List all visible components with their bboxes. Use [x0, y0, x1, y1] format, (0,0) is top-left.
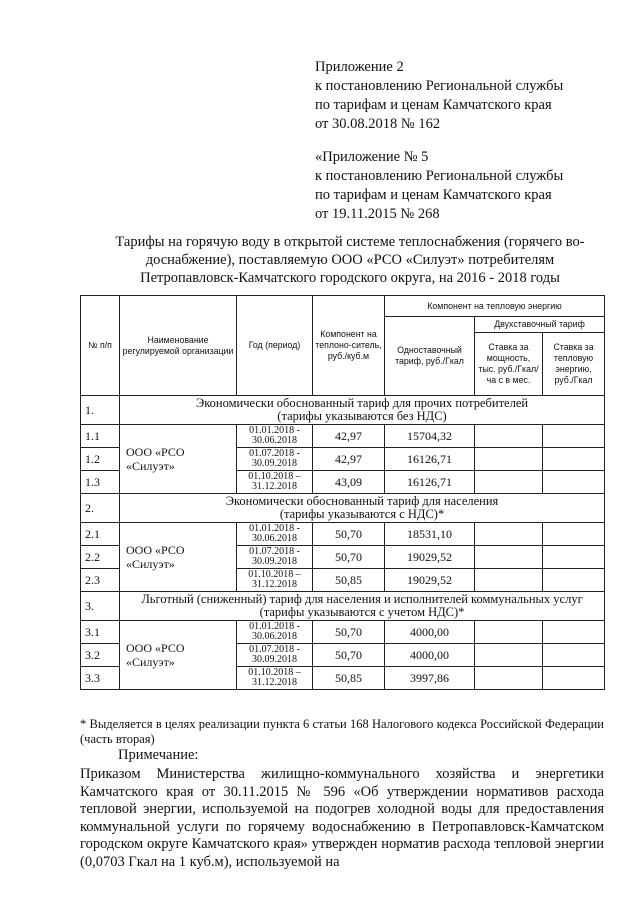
appendix-line: по тарифам и ценам Камчатского края	[315, 97, 552, 113]
title-line: доснабжение), поставляемую ООО «РСО «Силуэт» потребителям	[145, 252, 555, 268]
original-appendix-line: от 19.11.2015 № 268	[315, 206, 440, 222]
table-row	[81, 523, 605, 546]
section-title-line: (тарифы указываются без НДС)	[277, 409, 447, 423]
section-row	[81, 396, 605, 425]
appendix-line: Приложение 2	[315, 59, 404, 75]
period-to: 31.12.2018	[252, 481, 297, 492]
section-title-line: Экономически обоснованный тариф для населения	[225, 494, 499, 508]
row-num: 2.2	[81, 546, 120, 569]
original-appendix-line: по тарифам и ценам Камчатского края	[315, 187, 552, 203]
single-rate-value: 19029,52	[385, 569, 475, 592]
energy-rate-value	[543, 523, 605, 546]
header-single-rate: Одноставочный тариф, руб./Гкал	[385, 317, 475, 396]
heat-carrier-value: 50,70	[313, 546, 385, 569]
period-from: 01.07.2018 -	[249, 644, 300, 655]
heat-carrier-value: 50,70	[313, 621, 385, 644]
capacity-rate-value	[475, 425, 543, 448]
table-row	[81, 425, 605, 448]
energy-rate-value	[543, 667, 605, 690]
heat-carrier-value: 42,97	[313, 448, 385, 471]
header-two-rate: Двухставочный тариф	[475, 317, 605, 333]
original-appendix-line: к постановлению Региональной службы	[315, 168, 564, 184]
single-rate-value: 4000,00	[385, 644, 475, 667]
section-title	[120, 592, 605, 621]
heat-carrier-value: 50,70	[313, 523, 385, 546]
row-num: 1.2	[81, 448, 120, 471]
original-appendix-block	[315, 148, 563, 224]
section-row	[81, 592, 605, 621]
appendix-line: от 30.08.2018 № 162	[315, 116, 441, 132]
capacity-rate-value	[475, 471, 543, 494]
heat-carrier-value: 50,85	[313, 667, 385, 690]
period-to: 30.06.2018	[252, 631, 297, 642]
heat-carrier-value: 42,97	[313, 425, 385, 448]
period-from: 01.10.2018 –	[248, 667, 301, 678]
period-from: 01.07.2018 -	[249, 546, 300, 557]
single-rate-value: 4000,00	[385, 621, 475, 644]
period-from: 01.01.2018 -	[249, 425, 300, 436]
org-name: ООО «РСО «Силуэт»	[120, 621, 237, 690]
header-period: Год (период)	[237, 296, 313, 396]
capacity-rate-value	[475, 644, 543, 667]
capacity-rate-value	[475, 569, 543, 592]
period-from: 01.10.2018 –	[248, 569, 301, 580]
heat-carrier-value: 43,09	[313, 471, 385, 494]
capacity-rate-value	[475, 667, 543, 690]
row-period	[237, 425, 313, 448]
tariff-table	[80, 295, 605, 690]
document-title	[100, 233, 600, 287]
period-from: 01.01.2018 -	[249, 523, 300, 534]
single-rate-value: 15704,32	[385, 425, 475, 448]
energy-rate-value	[543, 569, 605, 592]
header-energy-rate: Ставка за тепловую энергию, руб./Гкал	[543, 333, 605, 396]
row-num: 2.3	[81, 569, 120, 592]
row-period	[237, 471, 313, 494]
single-rate-value: 18531,10	[385, 523, 475, 546]
org-name: ООО «РСО «Силуэт»	[120, 523, 237, 592]
energy-rate-value	[543, 448, 605, 471]
row-num: 2.1	[81, 523, 120, 546]
period-from: 01.01.2018 -	[249, 621, 300, 632]
capacity-rate-value	[475, 546, 543, 569]
energy-rate-value	[543, 425, 605, 448]
single-rate-value: 16126,71	[385, 448, 475, 471]
section-row	[81, 494, 605, 523]
row-num: 3.3	[81, 667, 120, 690]
period-to: 31.12.2018	[252, 677, 297, 688]
original-appendix-line: «Приложение № 5	[315, 149, 429, 165]
header-org: Наименование регулируемой организации	[120, 296, 237, 396]
row-num: 1.3	[81, 471, 120, 494]
single-rate-value: 19029,52	[385, 546, 475, 569]
energy-rate-value	[543, 621, 605, 644]
energy-rate-value	[543, 471, 605, 494]
note-label: Примечание:	[118, 747, 199, 763]
section-num: 3.	[81, 592, 120, 621]
period-to: 30.06.2018	[252, 435, 297, 446]
header-capacity-rate: Ставка за мощность, тыс. руб./Гкал/ча с в мес.	[475, 333, 543, 396]
header-heat-energy: Компонент на тепловую энергию	[385, 296, 605, 317]
single-rate-value: 16126,71	[385, 471, 475, 494]
period-to: 30.06.2018	[252, 533, 297, 544]
capacity-rate-value	[475, 621, 543, 644]
capacity-rate-value	[475, 523, 543, 546]
section-title-line: Льготный (сниженный) тариф для населения и исполнителей коммунальных услуг	[141, 592, 583, 606]
section-title-line: (тарифы указываются с учетом НДС)*	[259, 605, 465, 619]
note-body: Приказом Министерства жилищно-коммунального хозяйства и энергетики Камчатского края от 30.11.2015 № 596 «Об утверждении нормативов расхода тепловой энергии, используемой на подогрев холодной воды для предоставления коммунальной услуги по горячему водоснабжению в Петропавловск-Камчатском городском округе Камчатского края» утвержден норматив расхода тепловой энергии (0,0703 Гкал на 1 куб.м), используемой на	[80, 766, 604, 870]
appendix-line: к постановлению Региональной службы	[315, 78, 564, 94]
heat-carrier-value: 50,85	[313, 569, 385, 592]
header-num: № п/п	[81, 296, 120, 396]
header-heat-carrier: Компонент на теплоно-ситель, руб./куб.м	[313, 296, 385, 396]
title-line: Тарифы на горячую воду в открытой системе теплоснабжения (горячего во-	[115, 234, 585, 250]
period-to: 31.12.2018	[252, 579, 297, 590]
section-num: 2.	[81, 494, 120, 523]
capacity-rate-value	[475, 448, 543, 471]
energy-rate-value	[543, 546, 605, 569]
row-period	[237, 448, 313, 471]
period-from: 01.07.2018 -	[249, 448, 300, 459]
appendix-block	[315, 58, 563, 134]
org-name: ООО «РСО «Силуэт»	[120, 425, 237, 494]
period-to: 30.09.2018	[252, 654, 297, 665]
heat-carrier-value: 50,70	[313, 644, 385, 667]
title-line: Петропавловск-Камчатского городского округа, на 2016 - 2018 годы	[140, 270, 560, 286]
row-period	[237, 546, 313, 569]
row-num: 3.1	[81, 621, 120, 644]
row-num: 3.2	[81, 644, 120, 667]
row-period	[237, 621, 313, 644]
energy-rate-value	[543, 644, 605, 667]
row-period	[237, 667, 313, 690]
row-period	[237, 569, 313, 592]
period-to: 30.09.2018	[252, 556, 297, 567]
period-to: 30.09.2018	[252, 458, 297, 469]
table-row	[81, 621, 605, 644]
footnote: * Выделяется в целях реализации пункта 6 статьи 168 Налогового кодекса Российской Федерации (часть вторая)	[80, 717, 604, 746]
row-period	[237, 523, 313, 546]
section-title	[120, 494, 605, 523]
period-from: 01.10.2018 –	[248, 471, 301, 482]
row-period	[237, 644, 313, 667]
single-rate-value: 3997,86	[385, 667, 475, 690]
section-title-line: (тарифы указываются с НДС)*	[279, 507, 445, 521]
section-num: 1.	[81, 396, 120, 425]
section-title-line: Экономически обоснованный тариф для прочих потребителей	[195, 396, 529, 410]
row-num: 1.1	[81, 425, 120, 448]
section-title	[120, 396, 605, 425]
